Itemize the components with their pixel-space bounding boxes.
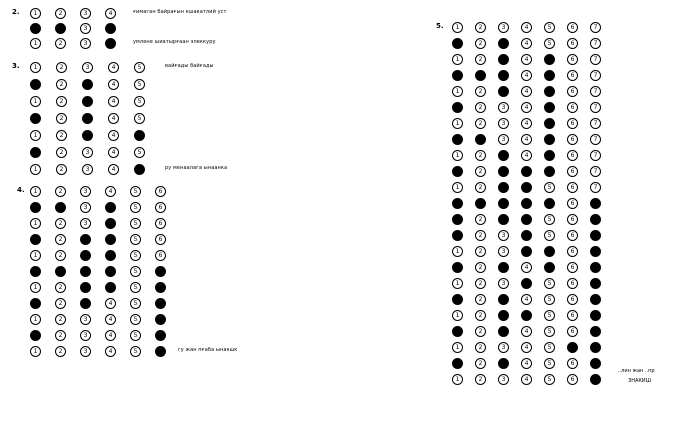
answer-bubble-6[interactable]: 6 xyxy=(567,22,578,33)
answer-bubble-1[interactable] xyxy=(452,262,463,273)
answer-bubble-5[interactable] xyxy=(134,130,145,141)
answer-bubble-5[interactable]: 5 xyxy=(544,182,555,193)
answer-bubble-5[interactable]: 5 xyxy=(544,374,555,385)
answer-bubble-2[interactable]: 2 xyxy=(475,150,486,161)
answer-bubble-1[interactable]: 1 xyxy=(30,250,41,261)
answer-bubble-2[interactable]: 2 xyxy=(55,38,66,49)
answer-bubble-4[interactable]: 4 xyxy=(108,130,119,141)
answer-bubble-6[interactable]: 6 xyxy=(567,294,578,305)
answer-bubble-4[interactable]: 4 xyxy=(521,150,532,161)
answer-bubble-1[interactable]: 1 xyxy=(452,182,463,193)
answer-bubble-3[interactable]: 3 xyxy=(498,22,509,33)
answer-bubble-6[interactable]: 6 xyxy=(567,38,578,49)
answer-bubble-3[interactable]: 3 xyxy=(498,374,509,385)
answer-bubble-3[interactable] xyxy=(498,38,509,49)
answer-bubble-2[interactable]: 2 xyxy=(56,79,67,90)
answer-bubble-1[interactable]: 1 xyxy=(30,282,41,293)
answer-bubble-5[interactable]: 5 xyxy=(544,326,555,337)
answer-bubble-2[interactable]: 2 xyxy=(56,164,67,175)
answer-bubble-3[interactable]: 3 xyxy=(80,346,91,357)
answer-bubble-6[interactable] xyxy=(155,282,166,293)
answer-bubble-7[interactable] xyxy=(590,358,601,369)
answer-bubble-1[interactable] xyxy=(452,166,463,177)
answer-bubble-5[interactable]: 5 xyxy=(130,282,141,293)
answer-bubble-2[interactable]: 2 xyxy=(55,250,66,261)
answer-bubble-5[interactable]: 5 xyxy=(544,230,555,241)
answer-bubble-3[interactable] xyxy=(80,298,91,309)
question-number: 4. xyxy=(17,186,25,194)
answer-bubble-7[interactable]: 7 xyxy=(590,182,601,193)
answer-bubble-4[interactable]: 4 xyxy=(521,38,532,49)
answer-bubble-2[interactable]: 2 xyxy=(475,246,486,257)
answer-bubble-5[interactable]: 5 xyxy=(134,147,145,158)
answer-bubble-5[interactable]: 5 xyxy=(130,346,141,357)
answer-bubble-3[interactable] xyxy=(498,310,509,321)
answer-bubble-6[interactable]: 6 xyxy=(567,102,578,113)
answer-bubble-5[interactable] xyxy=(134,164,145,175)
answer-bubble-5[interactable] xyxy=(544,86,555,97)
answer-bubble-1[interactable] xyxy=(30,298,41,309)
answer-bubble-6[interactable]: 6 xyxy=(567,310,578,321)
answer-bubble-7[interactable]: 7 xyxy=(590,54,601,65)
answer-bubble-7[interactable] xyxy=(590,246,601,257)
answer-bubble-2[interactable] xyxy=(475,134,486,145)
answer-bubble-4[interactable] xyxy=(521,230,532,241)
answer-bubble-5[interactable]: 5 xyxy=(130,298,141,309)
answer-bubble-4[interactable]: 4 xyxy=(521,70,532,81)
answer-bubble-2[interactable]: 2 xyxy=(475,374,486,385)
answer-bubble-7[interactable]: 7 xyxy=(590,102,601,113)
answer-bubble-3[interactable]: 3 xyxy=(82,62,93,73)
answer-bubble-1[interactable] xyxy=(30,23,41,34)
answer-bubble-2[interactable]: 2 xyxy=(475,278,486,289)
answer-bubble-4[interactable]: 4 xyxy=(108,96,119,107)
answer-bubble-3[interactable]: 3 xyxy=(498,230,509,241)
answer-bubble-1[interactable]: 1 xyxy=(452,278,463,289)
answer-bubble-2[interactable]: 2 xyxy=(55,8,66,19)
answer-bubble-1[interactable] xyxy=(452,134,463,145)
answer-bubble-7[interactable] xyxy=(590,294,601,305)
footer-caption-1: ..лин жан ..пр xyxy=(618,368,655,374)
answer-bubble-2[interactable]: 2 xyxy=(475,54,486,65)
answer-bubble-1[interactable]: 1 xyxy=(30,62,41,73)
answer-bubble-1[interactable] xyxy=(452,70,463,81)
answer-bubble-5[interactable] xyxy=(544,246,555,257)
answer-bubble-1[interactable] xyxy=(30,147,41,158)
answer-bubble-2[interactable] xyxy=(55,23,66,34)
answer-bubble-5[interactable]: 5 xyxy=(544,358,555,369)
answer-bubble-6[interactable]: 6 xyxy=(567,182,578,193)
answer-bubble-2[interactable]: 2 xyxy=(55,282,66,293)
answer-bubble-3[interactable] xyxy=(82,113,93,124)
answer-bubble-6[interactable]: 6 xyxy=(155,234,166,245)
answer-bubble-3[interactable] xyxy=(498,86,509,97)
answer-bubble-2[interactable]: 2 xyxy=(475,294,486,305)
answer-bubble-5[interactable]: 5 xyxy=(130,234,141,245)
answer-bubble-3[interactable]: 3 xyxy=(80,314,91,325)
answer-bubble-1[interactable] xyxy=(30,113,41,124)
answer-bubble-3[interactable] xyxy=(498,150,509,161)
answer-bubble-5[interactable]: 5 xyxy=(130,218,141,229)
answer-bubble-1[interactable] xyxy=(452,198,463,209)
answer-bubble-1[interactable]: 1 xyxy=(452,118,463,129)
answer-bubble-2[interactable] xyxy=(475,198,486,209)
answer-bubble-5[interactable]: 5 xyxy=(130,266,141,277)
answer-bubble-2[interactable]: 2 xyxy=(475,310,486,321)
answer-bubble-4[interactable] xyxy=(105,202,116,213)
answer-bubble-6[interactable]: 6 xyxy=(567,166,578,177)
answer-bubble-4[interactable] xyxy=(105,218,116,229)
answer-bubble-2[interactable]: 2 xyxy=(475,166,486,177)
answer-bubble-1[interactable] xyxy=(452,214,463,225)
answer-bubble-1[interactable]: 1 xyxy=(30,8,41,19)
answer-bubble-4[interactable] xyxy=(105,23,116,34)
answer-bubble-3[interactable] xyxy=(498,166,509,177)
answer-bubble-3[interactable] xyxy=(80,250,91,261)
answer-bubble-5[interactable] xyxy=(544,262,555,273)
answer-bubble-2[interactable]: 2 xyxy=(475,230,486,241)
answer-bubble-2[interactable]: 2 xyxy=(475,86,486,97)
answer-bubble-3[interactable] xyxy=(498,70,509,81)
answer-bubble-5[interactable]: 5 xyxy=(130,330,141,341)
answer-bubble-5[interactable]: 5 xyxy=(134,96,145,107)
answer-bubble-1[interactable]: 1 xyxy=(452,22,463,33)
answer-bubble-5[interactable] xyxy=(544,150,555,161)
answer-bubble-4[interactable]: 4 xyxy=(521,102,532,113)
answer-bubble-1[interactable] xyxy=(452,38,463,49)
answer-bubble-3[interactable] xyxy=(498,262,509,273)
answer-bubble-7[interactable]: 7 xyxy=(590,70,601,81)
answer-bubble-1[interactable] xyxy=(452,358,463,369)
answer-bubble-6[interactable]: 6 xyxy=(567,374,578,385)
answer-bubble-7[interactable]: 7 xyxy=(590,86,601,97)
answer-bubble-5[interactable] xyxy=(544,70,555,81)
answer-bubble-3[interactable]: 3 xyxy=(80,8,91,19)
answer-bubble-1[interactable]: 1 xyxy=(30,164,41,175)
answer-bubble-1[interactable] xyxy=(30,234,41,245)
answer-bubble-5[interactable] xyxy=(544,102,555,113)
answer-bubble-5[interactable]: 5 xyxy=(130,202,141,213)
answer-bubble-5[interactable]: 5 xyxy=(544,310,555,321)
row-label: умлене шиатырғаан элеккуру xyxy=(133,39,216,45)
answer-bubble-7[interactable]: 7 xyxy=(590,166,601,177)
answer-bubble-1[interactable] xyxy=(30,79,41,90)
answer-bubble-2[interactable]: 2 xyxy=(475,358,486,369)
answer-bubble-6[interactable]: 6 xyxy=(567,118,578,129)
answer-bubble-5[interactable] xyxy=(544,166,555,177)
answer-bubble-4[interactable]: 4 xyxy=(521,54,532,65)
answer-bubble-4[interactable]: 4 xyxy=(521,374,532,385)
answer-bubble-4[interactable] xyxy=(521,278,532,289)
answer-bubble-1[interactable]: 1 xyxy=(30,346,41,357)
row-label: гу жан пғаба ынакшк xyxy=(178,347,238,353)
answer-bubble-3[interactable] xyxy=(80,266,91,277)
answer-bubble-2[interactable]: 2 xyxy=(475,214,486,225)
answer-bubble-6[interactable]: 6 xyxy=(567,70,578,81)
answer-bubble-7[interactable] xyxy=(590,342,601,353)
answer-bubble-4[interactable]: 4 xyxy=(108,164,119,175)
answer-bubble-2[interactable]: 2 xyxy=(55,346,66,357)
answer-bubble-5[interactable]: 5 xyxy=(134,79,145,90)
answer-bubble-5[interactable]: 5 xyxy=(134,62,145,73)
answer-bubble-1[interactable]: 1 xyxy=(452,54,463,65)
answer-bubble-5[interactable]: 5 xyxy=(130,250,141,261)
answer-bubble-4[interactable] xyxy=(521,214,532,225)
answer-bubble-2[interactable]: 2 xyxy=(475,38,486,49)
answer-bubble-6[interactable]: 6 xyxy=(155,186,166,197)
answer-bubble-3[interactable]: 3 xyxy=(80,330,91,341)
answer-bubble-2[interactable]: 2 xyxy=(56,96,67,107)
answer-bubble-3[interactable] xyxy=(80,234,91,245)
answer-bubble-6[interactable]: 6 xyxy=(567,54,578,65)
answer-bubble-6[interactable]: 6 xyxy=(567,278,578,289)
answer-bubble-3[interactable] xyxy=(498,294,509,305)
answer-bubble-5[interactable]: 5 xyxy=(130,314,141,325)
answer-bubble-4[interactable]: 4 xyxy=(108,147,119,158)
answer-bubble-6[interactable]: 6 xyxy=(567,358,578,369)
answer-bubble-2[interactable]: 2 xyxy=(55,298,66,309)
answer-bubble-1[interactable]: 1 xyxy=(30,96,41,107)
answer-bubble-7[interactable]: 7 xyxy=(590,134,601,145)
answer-bubble-6[interactable]: 6 xyxy=(567,214,578,225)
answer-bubble-3[interactable] xyxy=(498,182,509,193)
answer-bubble-3[interactable]: 3 xyxy=(80,186,91,197)
answer-bubble-6[interactable] xyxy=(155,346,166,357)
answer-bubble-2[interactable]: 2 xyxy=(55,186,66,197)
answer-bubble-2[interactable]: 2 xyxy=(55,314,66,325)
answer-bubble-7[interactable] xyxy=(590,310,601,321)
answer-bubble-4[interactable] xyxy=(521,246,532,257)
answer-bubble-5[interactable] xyxy=(544,118,555,129)
row-label: вайғады байғады xyxy=(165,63,214,69)
answer-bubble-4[interactable]: 4 xyxy=(105,8,116,19)
answer-bubble-6[interactable]: 6 xyxy=(567,86,578,97)
answer-bubble-6[interactable] xyxy=(155,314,166,325)
answer-bubble-4[interactable]: 4 xyxy=(521,326,532,337)
row-label: ғимаган байрағын кшакатлий уст xyxy=(133,9,227,15)
answer-bubble-2[interactable]: 2 xyxy=(55,218,66,229)
answer-bubble-6[interactable] xyxy=(155,266,166,277)
answer-bubble-4[interactable]: 4 xyxy=(105,314,116,325)
answer-bubble-5[interactable]: 5 xyxy=(130,186,141,197)
answer-bubble-1[interactable] xyxy=(30,202,41,213)
answer-bubble-6[interactable] xyxy=(567,342,578,353)
answer-bubble-6[interactable]: 6 xyxy=(155,218,166,229)
answer-bubble-6[interactable]: 6 xyxy=(567,326,578,337)
answer-bubble-5[interactable]: 5 xyxy=(544,294,555,305)
answer-bubble-4[interactable] xyxy=(105,282,116,293)
answer-bubble-2[interactable]: 2 xyxy=(475,262,486,273)
question-number: 5. xyxy=(436,22,444,30)
answer-bubble-6[interactable]: 6 xyxy=(567,246,578,257)
answer-bubble-2[interactable]: 2 xyxy=(475,22,486,33)
answer-bubble-4[interactable] xyxy=(105,38,116,49)
answer-bubble-4[interactable]: 4 xyxy=(108,79,119,90)
answer-bubble-1[interactable]: 1 xyxy=(30,38,41,49)
answer-bubble-3[interactable]: 3 xyxy=(82,147,93,158)
answer-bubble-6[interactable]: 6 xyxy=(567,134,578,145)
answer-bubble-1[interactable]: 1 xyxy=(30,186,41,197)
answer-bubble-7[interactable] xyxy=(590,374,601,385)
answer-bubble-2[interactable]: 2 xyxy=(56,62,67,73)
answer-bubble-4[interactable] xyxy=(521,198,532,209)
answer-bubble-5[interactable]: 5 xyxy=(544,22,555,33)
answer-bubble-2[interactable]: 2 xyxy=(475,326,486,337)
answer-bubble-3[interactable]: 3 xyxy=(498,342,509,353)
answer-bubble-3[interactable] xyxy=(498,358,509,369)
answer-bubble-3[interactable] xyxy=(498,326,509,337)
answer-bubble-3[interactable] xyxy=(498,198,509,209)
answer-bubble-3[interactable] xyxy=(82,130,93,141)
answer-bubble-7[interactable] xyxy=(590,214,601,225)
answer-bubble-2[interactable]: 2 xyxy=(475,182,486,193)
question-number: 2. xyxy=(12,8,20,16)
answer-bubble-3[interactable] xyxy=(498,214,509,225)
answer-bubble-4[interactable] xyxy=(105,250,116,261)
answer-bubble-1[interactable] xyxy=(452,230,463,241)
answer-bubble-4[interactable]: 4 xyxy=(105,186,116,197)
answer-bubble-2[interactable]: 2 xyxy=(475,118,486,129)
answer-bubble-1[interactable] xyxy=(452,326,463,337)
answer-bubble-3[interactable]: 3 xyxy=(80,38,91,49)
answer-bubble-1[interactable] xyxy=(452,102,463,113)
answer-bubble-6[interactable]: 6 xyxy=(155,250,166,261)
answer-bubble-1[interactable]: 1 xyxy=(30,218,41,229)
footer-caption-2: ЗНАКИШ xyxy=(628,378,652,384)
answer-bubble-4[interactable]: 4 xyxy=(521,262,532,273)
answer-bubble-5[interactable]: 5 xyxy=(544,342,555,353)
answer-bubble-3[interactable]: 3 xyxy=(498,102,509,113)
answer-bubble-1[interactable] xyxy=(30,266,41,277)
answer-bubble-6[interactable]: 6 xyxy=(567,230,578,241)
answer-bubble-6[interactable]: 6 xyxy=(567,262,578,273)
answer-bubble-2[interactable]: 2 xyxy=(55,234,66,245)
answer-bubble-4[interactable]: 4 xyxy=(521,118,532,129)
answer-bubble-2[interactable] xyxy=(55,266,66,277)
answer-bubble-3[interactable] xyxy=(82,79,93,90)
answer-bubble-1[interactable]: 1 xyxy=(452,342,463,353)
answer-bubble-1[interactable]: 1 xyxy=(452,150,463,161)
answer-bubble-3[interactable] xyxy=(498,54,509,65)
answer-bubble-3[interactable]: 3 xyxy=(80,23,91,34)
answer-bubble-3[interactable]: 3 xyxy=(498,134,509,145)
answer-bubble-5[interactable]: 5 xyxy=(134,113,145,124)
answer-bubble-1[interactable]: 1 xyxy=(30,314,41,325)
answer-bubble-7[interactable]: 7 xyxy=(590,150,601,161)
answer-bubble-3[interactable] xyxy=(80,282,91,293)
answer-bubble-3[interactable]: 3 xyxy=(82,164,93,175)
answer-bubble-4[interactable]: 4 xyxy=(105,330,116,341)
answer-bubble-5[interactable] xyxy=(544,134,555,145)
row-label: ру менаалага ынаанка xyxy=(165,165,228,171)
answer-bubble-4[interactable]: 4 xyxy=(105,346,116,357)
answer-bubble-2[interactable] xyxy=(475,70,486,81)
answer-bubble-5[interactable]: 5 xyxy=(544,278,555,289)
answer-bubble-7[interactable]: 7 xyxy=(590,118,601,129)
answer-bubble-4[interactable]: 4 xyxy=(521,342,532,353)
answer-bubble-3[interactable]: 3 xyxy=(498,246,509,257)
answer-bubble-1[interactable]: 1 xyxy=(452,246,463,257)
question-number: 3. xyxy=(12,62,20,70)
answer-bubble-5[interactable] xyxy=(544,198,555,209)
answer-bubble-1[interactable] xyxy=(30,330,41,341)
answer-bubble-1[interactable]: 1 xyxy=(452,310,463,321)
answer-bubble-4[interactable]: 4 xyxy=(108,62,119,73)
answer-bubble-6[interactable]: 6 xyxy=(155,202,166,213)
answer-bubble-6[interactable]: 6 xyxy=(567,150,578,161)
answer-bubble-2[interactable]: 2 xyxy=(56,147,67,158)
answer-bubble-3[interactable]: 3 xyxy=(80,202,91,213)
answer-bubble-1[interactable] xyxy=(452,294,463,305)
answer-bubble-4[interactable] xyxy=(521,182,532,193)
answer-bubble-2[interactable]: 2 xyxy=(55,330,66,341)
answer-bubble-3[interactable]: 3 xyxy=(498,118,509,129)
answer-bubble-4[interactable]: 4 xyxy=(521,358,532,369)
answer-bubble-7[interactable] xyxy=(590,230,601,241)
answer-bubble-3[interactable] xyxy=(82,96,93,107)
answer-bubble-1[interactable]: 1 xyxy=(30,130,41,141)
answer-bubble-7[interactable] xyxy=(590,326,601,337)
answer-bubble-3[interactable]: 3 xyxy=(80,218,91,229)
answer-bubble-4[interactable]: 4 xyxy=(521,22,532,33)
answer-bubble-2[interactable]: 2 xyxy=(56,130,67,141)
answer-bubble-5[interactable] xyxy=(544,54,555,65)
answer-bubble-7[interactable] xyxy=(590,278,601,289)
answer-bubble-6[interactable] xyxy=(155,298,166,309)
answer-bubble-7[interactable] xyxy=(590,262,601,273)
answer-bubble-7[interactable]: 7 xyxy=(590,22,601,33)
answer-bubble-4[interactable]: 4 xyxy=(521,294,532,305)
answer-bubble-5[interactable]: 5 xyxy=(544,38,555,49)
answer-bubble-2[interactable] xyxy=(55,202,66,213)
answer-bubble-2[interactable]: 2 xyxy=(475,342,486,353)
answer-bubble-1[interactable]: 1 xyxy=(452,86,463,97)
answer-bubble-4[interactable]: 4 xyxy=(108,113,119,124)
answer-bubble-1[interactable]: 1 xyxy=(452,374,463,385)
answer-bubble-4[interactable] xyxy=(521,310,532,321)
answer-bubble-4[interactable]: 4 xyxy=(521,86,532,97)
answer-bubble-7[interactable] xyxy=(590,198,601,209)
answer-bubble-6[interactable] xyxy=(155,330,166,341)
answer-bubble-4[interactable]: 4 xyxy=(105,298,116,309)
answer-bubble-7[interactable]: 7 xyxy=(590,38,601,49)
answer-bubble-6[interactable]: 6 xyxy=(567,198,578,209)
answer-bubble-4[interactable]: 4 xyxy=(521,134,532,145)
answer-bubble-4[interactable] xyxy=(105,234,116,245)
answer-bubble-4[interactable] xyxy=(521,166,532,177)
answer-bubble-2[interactable]: 2 xyxy=(56,113,67,124)
answer-bubble-4[interactable] xyxy=(105,266,116,277)
answer-bubble-3[interactable]: 3 xyxy=(498,278,509,289)
answer-bubble-5[interactable]: 5 xyxy=(544,214,555,225)
answer-bubble-2[interactable]: 2 xyxy=(475,102,486,113)
